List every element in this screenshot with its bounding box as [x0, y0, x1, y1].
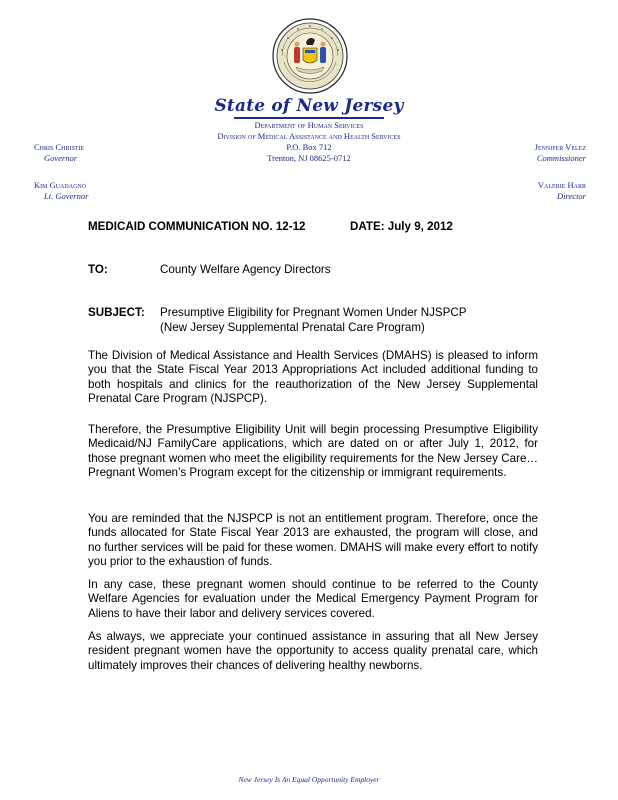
director-title: Director	[557, 191, 586, 201]
subject-line-2: (New Jersey Supplemental Prenatal Care Program)	[160, 320, 425, 334]
paragraph-1: The Division of Medical Assistance and Health Services (DMAHS) is pleased to inform you that the State Fiscal Year 2013 Appropriations Act included additional funding to both hospitals and clinics for the reauthorization of the New Jersey Supplemental Prenatal Care Program (NJSPCP).	[88, 348, 538, 406]
director-block	[538, 180, 586, 202]
division-name: Division of Medical Assistance and Health Services	[217, 131, 401, 141]
to-value: County Welfare Agency Directors	[160, 263, 331, 276]
paragraph-5: As always, we appreciate your continued assistance in assuring that all New Jersey resident pregnant women have the opportunity to access quality prenatal care, which ultimately improves their chances of delivering healthy newborns.	[88, 629, 538, 672]
governor-title: Governor	[44, 153, 78, 163]
lt-governor-title: Lt. Governor	[44, 191, 89, 201]
governor-name: Chris Christie	[34, 142, 85, 152]
paragraph-3: You are reminded that the NJSPCP is not an entitlement program. Therefore, once the funds allocated for State Fiscal Year 2013 are exhausted, the program will close, and no further services will be paid for these women. DMAHS will make every effort to notify you prior to the exhaustion of funds.	[88, 511, 538, 569]
city-address: Trenton, NJ 08625-0712	[267, 153, 351, 163]
state-title: State of New Jersey	[0, 96, 618, 119]
subject-label: SUBJECT:	[88, 306, 145, 319]
subject-block	[88, 306, 538, 334]
commissioner-block	[535, 142, 586, 164]
director-name: Valerie Harr	[537, 180, 586, 190]
commissioner-name: Jennifer Velez	[534, 142, 586, 152]
lt-governor-block	[34, 180, 88, 202]
commissioner-title: Commissioner	[536, 153, 586, 163]
memo-date: DATE: July 9, 2012	[350, 220, 453, 233]
po-box: P.O. Box 712	[286, 142, 332, 152]
to-label: TO:	[88, 263, 108, 276]
subject-line-1: Presumptive Eligibility for Pregnant Women Under NJSPCP	[160, 306, 467, 319]
state-seal-icon	[272, 18, 348, 94]
paragraph-2: Therefore, the Presumptive Eligibility Unit will begin processing Presumptive Eligibility Medicaid/NJ FamilyCare applications, which are dated on or after July 1, 2012, for those pregnant women who meet the eligibility requirements for the New Jersey Care…Pregnant Women’s Program except for the citizenship or immigrant requirements.	[88, 422, 538, 480]
to-line	[88, 263, 538, 278]
communication-number: MEDICAID COMMUNICATION NO. 12-12	[88, 220, 306, 233]
footer-employer-note: New Jersey Is An Equal Opportunity Employer	[238, 775, 380, 784]
lt-governor-name: Kim Guadagno	[34, 180, 87, 190]
memo-header	[88, 220, 538, 235]
governor-block	[34, 142, 84, 164]
paragraph-4: In any case, these pregnant women should continue to be referred to the County Welfare Agencies for evaluation under the Medical Emergency Payment Program for Aliens to have their labor and delivery services covered.	[88, 577, 538, 620]
department-name: Department of Human Services	[254, 120, 364, 130]
